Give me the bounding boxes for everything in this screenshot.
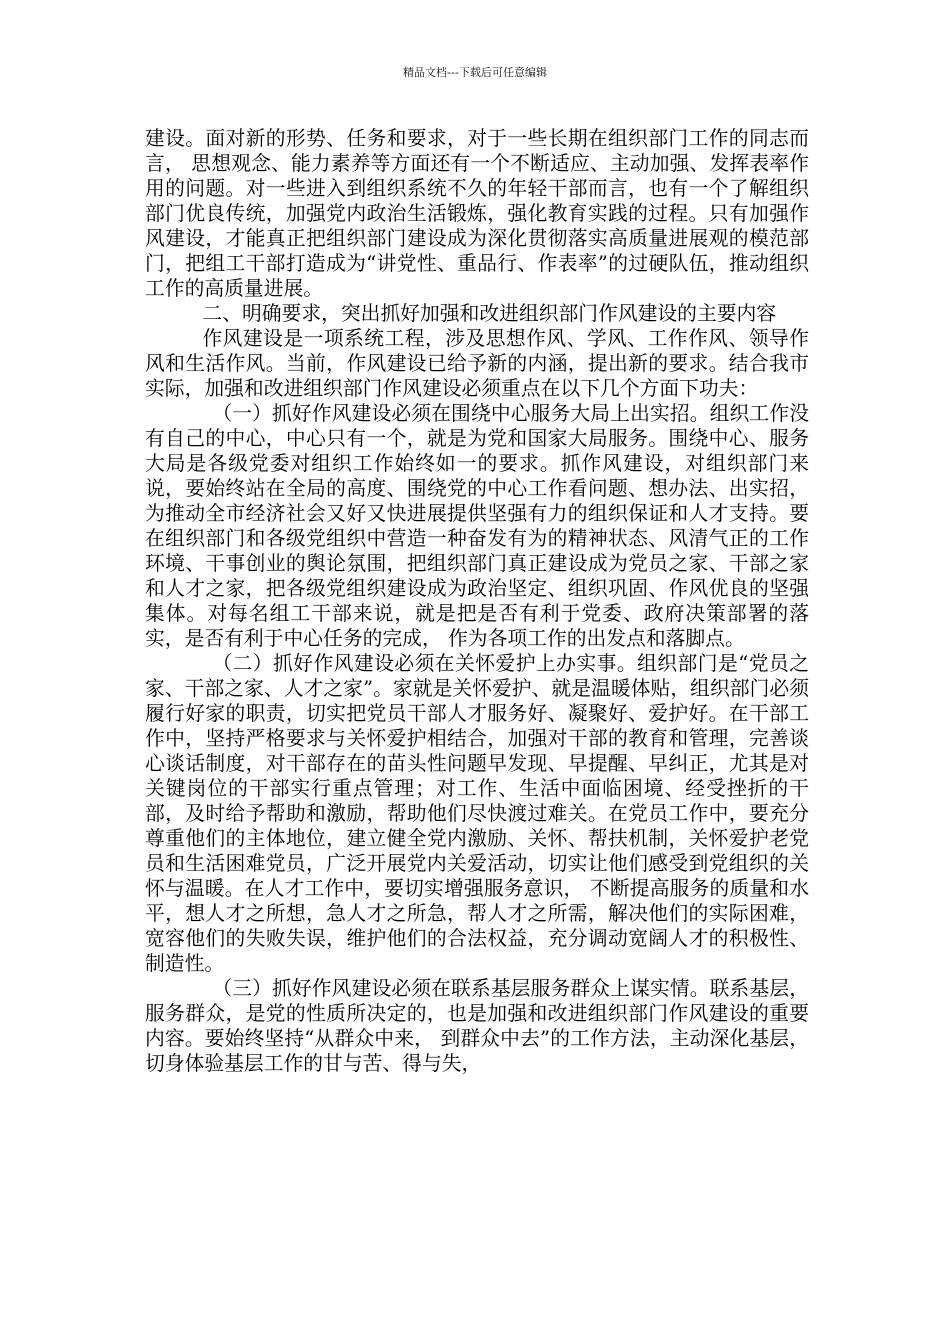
page-header: 精品文档---下载后可任意编辑 — [403, 66, 547, 79]
document-body — [145, 126, 809, 1076]
section-heading: 二、明确要求，突出抓好加强和改进组织部门作风建设的主要内容 — [202, 302, 777, 325]
paragraph-item-3: （三）抓好作风建设必须在联系基层服务群众上谋实情。联系基层， 服务群众，是党的性质所决定的，也是加强和改进组织部门作风建设的重要内容。要始终坚持“从群众中来， 到群众中去”的工作方法，主动深化基层，切身体验基层工作的甘与苦、得与失， — [145, 977, 809, 1075]
paragraph-intro: 作风建设是一项系统工程，涉及思想作风、学风、工作作风、领导作风和生活作风。当前，作风建设已给予新的内涵，提出新的要求。结合我市实际，加强和改进组织部门作风建设必须重点在以下几个方面下功夫： — [145, 327, 809, 400]
paragraph-item-2: （二）抓好作风建设必须在关怀爱护上办实事。组织部门是“党员之家、干部之家、人才之家”。家就是关怀爱护、就是温暖体贴，组织部门必须履行好家的职责，切实把党员干部人才服务好、凝聚好、爱护好。在干部工作中，坚持严格要求与关怀爱护相结合，加强对干部的教育和管理，完善谈心谈话制度，对干部存在的苗头性问题早发现、早提醒、早纠正，尤其是对关键岗位的干部实行重点管理；对工作、生活中面临困境、经受挫折的干部，及时给予帮助和激励，帮助他们尽快渡过难关。在党员工作中，要充分尊重他们的主体地位，建立健全党内激励、关怀、帮扶机制，关怀爱护老党员和生活困难党员，广泛开展党内关爱活动，切实让他们感受到党组织的关怀与温暖。在人才工作中，要切实增强服务意识， 不断提高服务的质量和水平，想人才之所想，急人才之所急，帮人才之所需，解决他们的实际困难，宽容他们的失败失误，维护他们的合法权益，充分调动宽阔人才的积极性、制造性。 — [145, 652, 809, 975]
paragraph-item-1: （一）抓好作风建设必须在围绕中心服务大局上出实招。组织工作没有自己的中心，中心只有一个，就是为党和国家大局服务。围绕中心、服务大局是各级党委对组织工作始终如一的要求。抓作风建设，对组织部门来说，要始终站在全局的高度、围绕党的中心工作看问题、想办法、出实招，为推动全市经济社会又好又快进展提供坚强有力的组织保证和人才支持。要在组织部门和各级党组织中营造一种奋发有为的精神状态、风清气正的工作环境、干事创业的舆论氛围，把组织部门真正建设成为党员之家、干部之家和人才之家，把各级党组织建设成为政治坚定、组织巩固、作风优良的坚强集体。对每名组工干部来说，就是把是否有利于党委、政府决策部署的落实，是否有利于中心任务的完成， 作为各项工作的出发点和落脚点。 — [145, 402, 809, 650]
paragraph-continuation: 建设。面对新的形势、任务和要求，对于一些长期在组织部门工作的同志而言， 思想观念、能力素养等方面还有一个不断适应、主动加强、发挥表率作用的问题。对一些进入到组织系统不久的年轻干部而言，也有一个了解组织部门优良传统，加强党内政治生活锻炼，强化教育实践的过程。只有加强作风建设，才能真正把组织部门建设成为深化贯彻落实高质量进展观的模范部门，把组工干部打造成为“讲党性、重品行、作表率”的过硬队伍，推动组织工作的高质量进展。 — [145, 127, 809, 300]
